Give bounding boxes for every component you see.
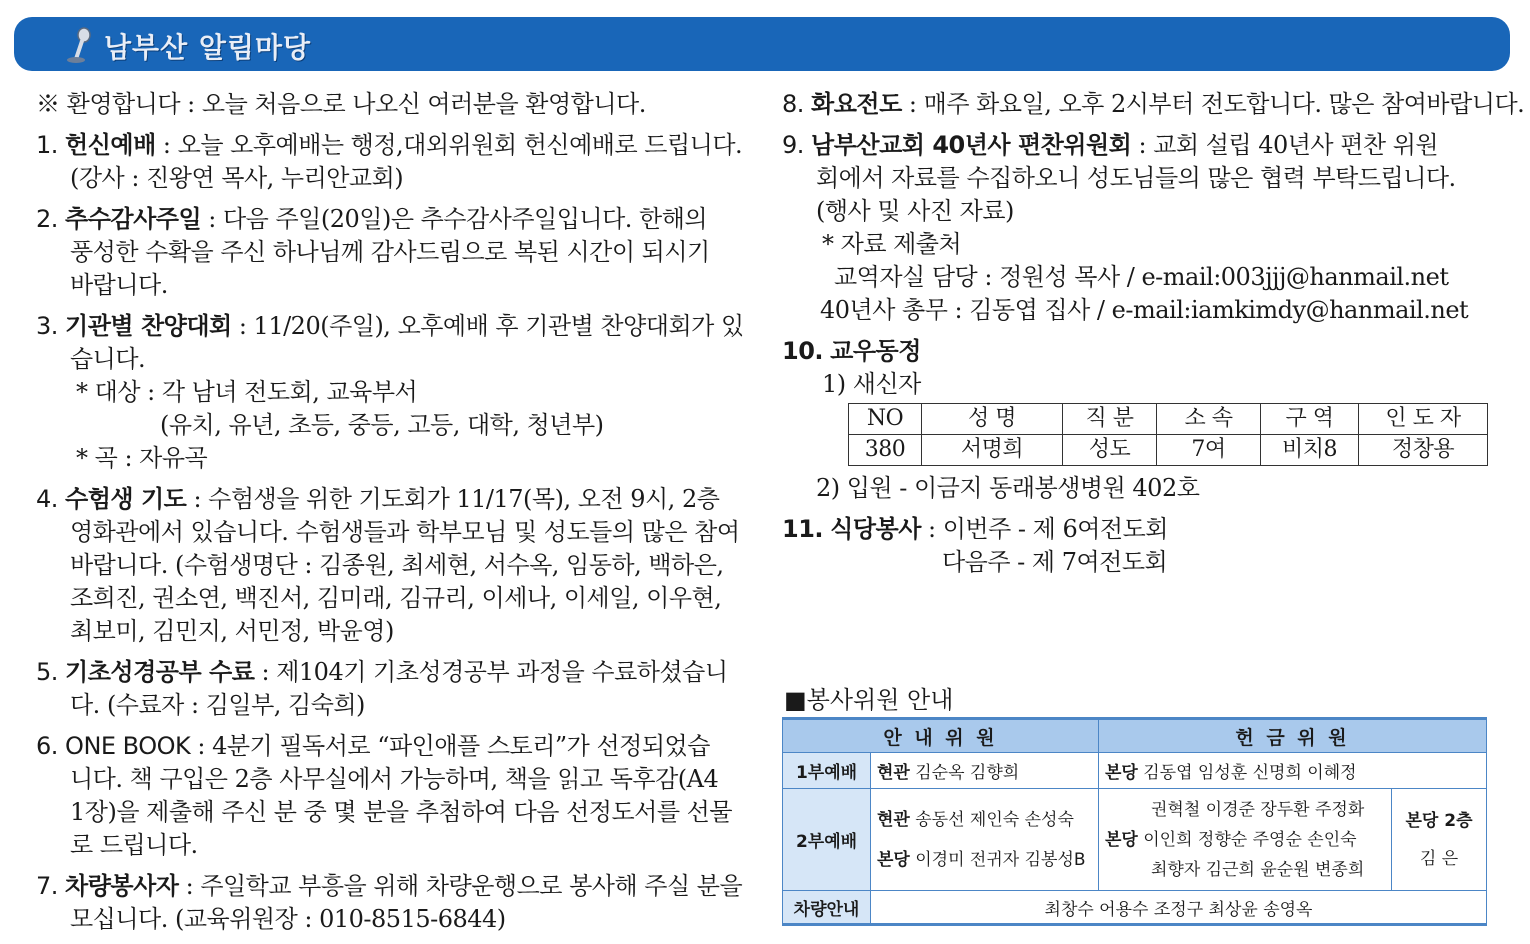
notice-5-text: : 제104기 기초성경공부 과정을 수료하셨습니	[254, 658, 728, 686]
service-row-3-value: 최창수 어용수 조정구 최상윤 송영옥	[871, 891, 1487, 925]
notice-6-line-3: 1장)을 제출해 주신 분 중 몇 분을 추첨하여 다음 선정도서를 선물	[70, 798, 733, 826]
notice-2-heading: 추수감사주일	[65, 205, 202, 233]
notice-3-line-4: (유치, 유년, 초등, 중등, 고등, 대학, 청년부)	[160, 411, 604, 439]
service-table-header	[783, 719, 1487, 753]
notice-9	[782, 129, 1502, 327]
newcomer-cell-guide: 정창용	[1359, 435, 1488, 466]
right-column	[782, 88, 1525, 587]
notice-8	[782, 88, 1525, 121]
notice-2-line-3: 바랍니다.	[70, 271, 168, 299]
newcomer-header-district: 구 역	[1261, 404, 1359, 435]
table-row	[783, 789, 1487, 891]
notice-1-heading: 헌신예배	[65, 131, 156, 159]
notice-2-line-2: 풍성한 수확을 주신 하나님께 감사드림으로 복된 시간이 되시기	[70, 238, 710, 266]
newcomer-cell-no: 380	[849, 435, 922, 466]
notice-10	[782, 335, 1502, 505]
notice-1-text: : 오늘 오후예배는 행정,대외위원회 헌신예배로 드립니다.	[155, 131, 743, 159]
service-row-1-guide	[871, 753, 1099, 789]
service-row-2-guide	[871, 789, 1099, 891]
notice-11-number: 11.	[782, 515, 824, 543]
notice-2-text: : 다음 주일(20일)은 추수감사주일입니다. 한해의	[201, 205, 708, 233]
microphone-icon	[60, 25, 100, 65]
notice-3-heading: 기관별 찬양대회	[65, 312, 232, 340]
notice-2-number: 2.	[36, 205, 58, 233]
notice-5-heading: 기초성경공부 수료	[65, 658, 255, 686]
service-row-2-extra-place: 본당 2층	[1405, 810, 1473, 831]
header-bar	[14, 17, 1510, 71]
notice-10-sub-1: 1) 새신자	[822, 370, 921, 398]
table-row	[783, 891, 1487, 925]
notice-7-text: : 주일학교 부흥을 위해 차량운행으로 봉사해 주실 분을	[178, 872, 743, 900]
service-row-2-extra-name: 김 은	[1419, 848, 1459, 869]
service-row-2-offering-b: 이인희 정향순 주영순 손인숙	[1137, 829, 1357, 850]
service-row-2-offering-c: 최향자 김근희 윤순원 변종희	[1151, 859, 1365, 880]
notice-4-line-3: 바랍니다. (수험생명단 : 김종원, 최세현, 서수옥, 임동하, 백하은,	[70, 551, 724, 579]
newcomer-cell-title: 성도	[1063, 435, 1157, 466]
notice-7-heading: 차량봉사자	[65, 872, 179, 900]
left-column	[36, 88, 756, 944]
service-row-1-offering-place: 본당	[1105, 763, 1138, 783]
service-row-1-guide-place: 현관	[877, 763, 910, 783]
notice-8-number: 8.	[782, 90, 804, 118]
notice-1	[36, 129, 756, 195]
service-header-guide: 안 내 위 원	[783, 719, 1099, 753]
page-title: 남부산 알림마당	[104, 31, 312, 64]
newcomer-table	[848, 403, 1488, 466]
notice-2	[36, 203, 756, 302]
service-row-2-offering	[1099, 789, 1392, 891]
notice-9-number: 9.	[782, 131, 804, 159]
notice-7-number: 7.	[36, 872, 58, 900]
intro-notice: ※ 환영합니다 : 오늘 처음으로 나오신 여러분을 환영합니다.	[36, 90, 646, 118]
notice-7	[36, 870, 756, 936]
newcomer-header-title: 직 분	[1063, 404, 1157, 435]
notice-4-text: : 수험생을 위한 기도회가 11/17(목), 오전 9시, 2층	[186, 485, 720, 513]
notice-4-line-4: 조희진, 권소연, 백진서, 김미래, 김규리, 이세나, 이세일, 이우현,	[70, 584, 722, 612]
notice-1-line-2: (강사 : 진왕연 목사, 누리안교회)	[70, 164, 404, 192]
newcomer-header-group: 소 속	[1157, 404, 1261, 435]
notice-3-line-3: * 대상 : 각 남녀 전도회, 교육부서	[76, 378, 418, 406]
notice-7-line-2: 모십니다. (교육위원장 : 010-8515-6844)	[70, 905, 506, 933]
service-row-2-guide-place-2: 본당	[877, 849, 910, 870]
service-row-2-guide-names-1: 송동선 제인숙 손성숙	[909, 809, 1074, 830]
notice-11-text: : 이번주 - 제 6여전도회	[920, 515, 1168, 543]
notice-9-text: : 교회 설립 40년사 편찬 위원	[1131, 131, 1439, 159]
notice-9-line-3: (행사 및 사진 자료)	[816, 197, 1014, 225]
notice-11-heading: 식당봉사	[830, 515, 921, 543]
newcomer-cell-group: 7여	[1157, 435, 1261, 466]
notice-4-line-5: 최보미, 김민지, 서민정, 박윤영)	[70, 617, 394, 645]
notice-5	[36, 656, 756, 722]
notice-11-line-2: 다음주 - 제 7여전도회	[942, 548, 1168, 576]
notice-3	[36, 310, 756, 475]
notice-6-line-2: 니다. 책 구입은 2층 사무실에서 가능하며, 책을 읽고 독후감(A4	[70, 765, 719, 793]
service-row-1-offering	[1099, 753, 1487, 789]
notice-4-line-2: 영화관에서 있습니다. 수험생들과 학부모님 및 성도들의 많은 참여	[70, 518, 740, 546]
service-section-title: ■봉사위원 안내	[784, 686, 954, 714]
notice-4	[36, 483, 756, 648]
service-row-1-offering-names: 김동엽 임성훈 신명희 이혜정	[1137, 763, 1357, 783]
notice-3-line-5: * 곡 : 자유곡	[76, 444, 208, 472]
service-row-2-offering-place: 본당	[1105, 829, 1138, 850]
notice-9-line-4: * 자료 제출처	[822, 230, 962, 258]
notice-6-line-4: 로 드립니다.	[70, 831, 198, 859]
service-row-2-offering-a: 권혁철 이경준 장두환 주정화	[1151, 799, 1365, 820]
service-header-offering: 헌 금 위 원	[1099, 719, 1487, 753]
notice-11	[782, 513, 1502, 579]
service-table	[782, 717, 1487, 926]
service-row-1-label: 1부예배	[783, 753, 871, 789]
notice-3-text: : 11/20(주일), 오후예배 후 기관별 찬양대회가 있	[231, 312, 744, 340]
notice-10-number: 10.	[782, 337, 824, 365]
notice-6-number: 6.	[36, 732, 58, 760]
notice-4-number: 4.	[36, 485, 58, 513]
notice-10-sub-2: 2) 입원 - 이금지 동래봉생병원 402호	[816, 474, 1200, 502]
service-row-3-label: 차량안내	[783, 891, 871, 925]
notice-6-heading: ONE BOOK	[65, 732, 191, 760]
service-row-2-guide-place-1: 현관	[877, 809, 910, 830]
notice-6	[36, 730, 756, 862]
notice-6-text: : 4분기 필독서로 “파인애플 스토리”가 선정되었습	[190, 732, 710, 760]
service-row-2-extra	[1392, 789, 1487, 891]
notice-5-line-2: 다. (수료자 : 김일부, 김숙희)	[70, 691, 365, 719]
service-row-1-guide-names: 김순옥 김향희	[909, 763, 1020, 783]
notice-9-heading: 남부산교회 40년사 편찬위원회	[811, 131, 1132, 159]
notice-1-number: 1.	[36, 131, 58, 159]
notice-4-heading: 수험생 기도	[65, 485, 187, 513]
service-row-2-label: 2부예배	[783, 789, 871, 891]
notice-10-heading: 교우동정	[830, 337, 921, 365]
newcomer-cell-district: 비치8	[1261, 435, 1359, 466]
newcomer-header-no: NO	[849, 404, 922, 435]
table-row	[783, 753, 1487, 789]
notice-9-line-2: 회에서 자료를 수집하오니 성도님들의 많은 협력 부탁드립니다.	[816, 164, 1456, 192]
notice-9-line-6: 40년사 총무 : 김동엽 집사 / e-mail:iamkimdy@hanmail.net	[820, 296, 1469, 324]
newcomer-header-guide: 인 도 자	[1359, 404, 1488, 435]
table-row	[849, 435, 1488, 466]
notice-8-heading: 화요전도	[811, 90, 902, 118]
newcomer-header-name: 성 명	[922, 404, 1063, 435]
newcomer-table-header	[849, 404, 1488, 435]
notice-3-number: 3.	[36, 312, 58, 340]
newcomer-cell-name: 서명희	[922, 435, 1063, 466]
notice-8-text: : 매주 화요일, 오후 2시부터 전도합니다. 많은 참여바랍니다.	[901, 90, 1525, 118]
service-row-2-guide-names-2: 이경미 전귀자 김봉성B	[909, 849, 1086, 870]
notice-5-number: 5.	[36, 658, 58, 686]
notice-3-line-2: 습니다.	[70, 345, 146, 373]
notice-9-line-5: 교역자실 담당 : 정원성 목사 / e-mail:003jjj@hanmail.net	[834, 263, 1449, 291]
